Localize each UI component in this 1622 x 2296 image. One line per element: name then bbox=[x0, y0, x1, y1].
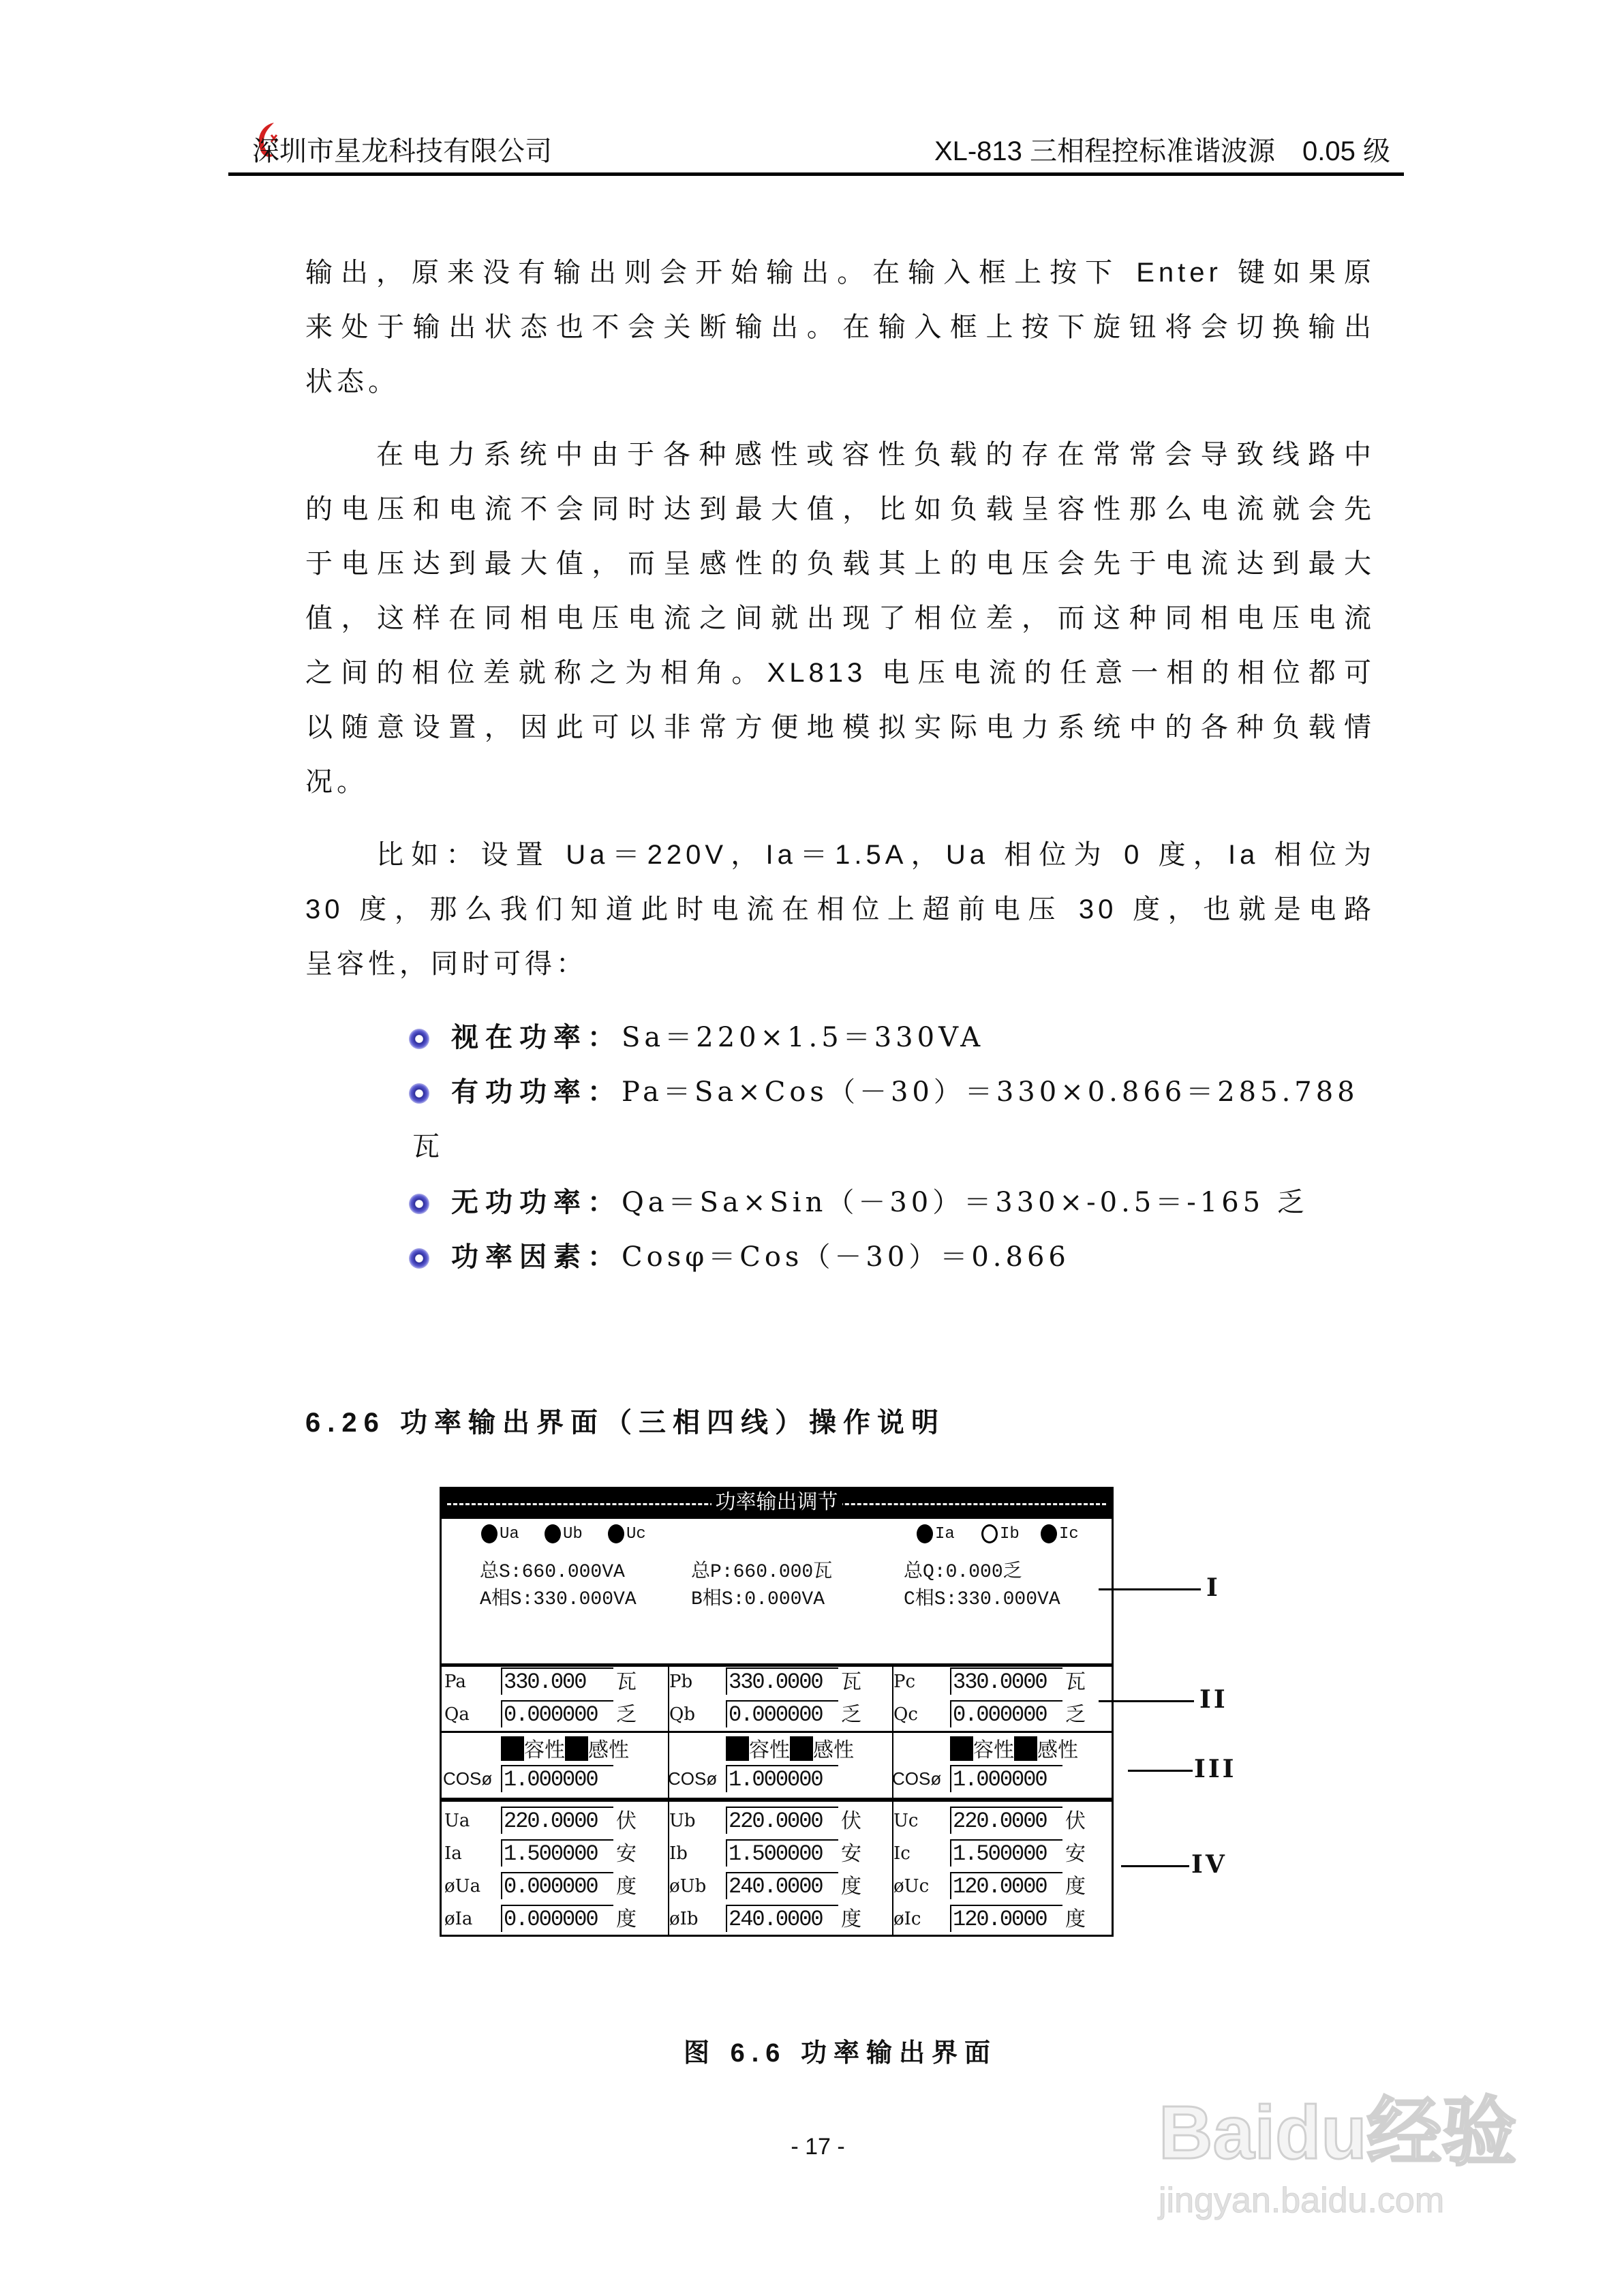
field-label: øIa bbox=[444, 1909, 473, 1929]
cos-label: COSø bbox=[443, 1768, 493, 1789]
text-line: 值，这样在同相电压电流之间就出现了相位差，而这种同相电压电流 bbox=[305, 603, 1375, 633]
cos-label: COSø bbox=[668, 1768, 718, 1789]
indicator-ic bbox=[1041, 1524, 1079, 1543]
value-input-q[interactable]: 0.000000 bbox=[726, 1700, 838, 1727]
checkbox-icon[interactable] bbox=[501, 1736, 524, 1761]
value-input-u[interactable]: 220.0000 bbox=[950, 1807, 1062, 1834]
indicator-label: Ic bbox=[1059, 1524, 1079, 1543]
unit-label: 度 bbox=[1065, 1877, 1086, 1900]
empty-circle-icon bbox=[981, 1524, 998, 1543]
callout-line bbox=[1121, 1865, 1189, 1867]
unit-label: 乏 bbox=[1065, 1705, 1086, 1728]
value-input-phi[interactable]: 240.0000 bbox=[726, 1905, 838, 1932]
lcd-title-bar bbox=[442, 1489, 1112, 1519]
text-line: 于电压达到最大值，而呈感性的负载其上的电压会先于电流达到最大 bbox=[305, 549, 1375, 579]
item-label: 视在功率： bbox=[451, 1023, 622, 1053]
cos-label: COSø bbox=[892, 1768, 942, 1789]
field-label: Ic bbox=[893, 1843, 911, 1864]
text-line: 的电压和电流不会同时达到最大值，比如负载呈容性那么电流就会先 bbox=[305, 494, 1375, 524]
text-line: 以随意设置，因此可以非常方便地模拟实际电力系统中的各种负载情 bbox=[305, 712, 1375, 742]
indicator-label: Ua bbox=[500, 1524, 519, 1543]
field-label: Qb bbox=[669, 1704, 695, 1725]
bullet-icon bbox=[409, 1083, 429, 1104]
callout-line bbox=[1099, 1588, 1201, 1590]
item-formula: Pa＝Sa×Cos（－30）＝330×0.866＝285.788 bbox=[622, 1076, 1359, 1108]
unit-label: 伏 bbox=[616, 1811, 637, 1834]
list-item bbox=[409, 1016, 984, 1055]
callout-line bbox=[1128, 1770, 1193, 1772]
capacitive-label: 容性 bbox=[973, 1740, 1014, 1764]
value-input-p[interactable]: 330.000 bbox=[501, 1667, 613, 1695]
callout-label: II bbox=[1199, 1685, 1228, 1714]
text-line: 30 度，那么我们知道此时电流在相位上超前电压 30 度，也就是电路 bbox=[305, 894, 1375, 924]
value-input-p[interactable]: 330.0000 bbox=[950, 1667, 1062, 1695]
unit-label: 安 bbox=[1065, 1844, 1086, 1867]
figure-caption: 图 6.6 功率输出界面 bbox=[684, 2039, 997, 2068]
field-label: Ua bbox=[444, 1811, 470, 1831]
callout-label: III bbox=[1194, 1755, 1237, 1783]
unit-label: 伏 bbox=[841, 1811, 861, 1834]
filled-circle-icon bbox=[481, 1524, 498, 1543]
text-line: 来处于输出状态也不会关断输出。在输入框上按下旋钮将会切换输出 bbox=[305, 312, 1375, 342]
value-input-i[interactable]: 1.500000 bbox=[950, 1839, 1062, 1867]
unit-label: 瓦 bbox=[616, 1672, 637, 1695]
field-label: øIb bbox=[669, 1909, 699, 1929]
item-formula: Qa＝Sa×Sin（－30）＝330×-0.5＝-165 乏 bbox=[622, 1187, 1309, 1218]
header-company: 深圳市星龙科技有限公司 bbox=[252, 136, 552, 166]
load-type-selector[interactable] bbox=[726, 1733, 854, 1764]
total-q: 总Q:0.000乏 bbox=[904, 1562, 1022, 1583]
field-label: Qc bbox=[893, 1704, 918, 1725]
field-label: Uc bbox=[893, 1811, 919, 1831]
phase-c-s: C相S:330.000VA bbox=[904, 1589, 1060, 1610]
field-label: Pa bbox=[444, 1672, 466, 1692]
capacitive-label: 容性 bbox=[524, 1740, 565, 1764]
text-line: 在电力系统中由于各种感性或容性负载的存在常常会导致线路中 bbox=[376, 440, 1375, 470]
callout-line bbox=[1099, 1700, 1194, 1702]
header-divider bbox=[228, 172, 1404, 176]
value-input-q[interactable]: 0.000000 bbox=[501, 1700, 613, 1727]
value-input-phi[interactable]: 0.000000 bbox=[501, 1905, 613, 1932]
field-label: øUa bbox=[444, 1876, 481, 1897]
total-p: 总P:660.000瓦 bbox=[691, 1562, 833, 1583]
value-input-i[interactable]: 1.500000 bbox=[726, 1839, 838, 1867]
baidu-watermark-logo bbox=[1159, 2072, 1540, 2250]
value-input-phu[interactable]: 120.0000 bbox=[950, 1872, 1062, 1899]
unit-label: 乏 bbox=[841, 1705, 861, 1728]
value-input-u[interactable]: 220.0000 bbox=[501, 1807, 613, 1834]
checkbox-icon[interactable] bbox=[726, 1736, 749, 1761]
text-line: 之间的相位差就称之为相角。XL813 电压电流的任意一相的相位都可 bbox=[305, 658, 1375, 688]
field-label: Pc bbox=[893, 1672, 916, 1692]
field-label: Ia bbox=[444, 1843, 462, 1864]
watermark-brand: Baidu经验 bbox=[1159, 2091, 1517, 2175]
lcd-power-output-screen bbox=[440, 1487, 1114, 1937]
item-label: 有功功率： bbox=[451, 1077, 622, 1107]
checkbox-icon[interactable] bbox=[1014, 1736, 1037, 1761]
unit-label: 安 bbox=[616, 1844, 637, 1867]
checkbox-icon[interactable] bbox=[950, 1736, 973, 1761]
field-label: Ub bbox=[669, 1811, 696, 1831]
item-label: 功率因素： bbox=[451, 1242, 622, 1272]
unit-label: 度 bbox=[616, 1909, 637, 1933]
item-formula: Cosφ＝Cos（－30）＝0.866 bbox=[622, 1241, 1070, 1273]
indicator-label: Uc bbox=[626, 1524, 646, 1543]
field-label: Qa bbox=[444, 1704, 470, 1725]
item-label: 无功功率： bbox=[451, 1188, 622, 1218]
cos-input[interactable]: 1.000000 bbox=[501, 1765, 613, 1792]
indicator-uc bbox=[608, 1524, 646, 1543]
bullet-icon bbox=[409, 1029, 429, 1049]
indicator-ia bbox=[917, 1524, 955, 1543]
phase-a-s: A相S:330.000VA bbox=[480, 1589, 637, 1610]
unit-label: 瓦 bbox=[1065, 1672, 1086, 1695]
filled-circle-icon bbox=[608, 1524, 624, 1543]
unit-label: 安 bbox=[841, 1844, 861, 1867]
total-s: 总S:660.000VA bbox=[480, 1562, 625, 1583]
value-input-phu[interactable]: 0.000000 bbox=[501, 1872, 613, 1899]
field-label: øIc bbox=[893, 1909, 921, 1929]
filled-circle-icon bbox=[545, 1524, 561, 1543]
field-label: øUc bbox=[893, 1876, 930, 1897]
divider bbox=[442, 1798, 1112, 1802]
capacitive-label: 容性 bbox=[749, 1740, 790, 1764]
list-item-wrap: 瓦 bbox=[412, 1132, 440, 1162]
value-input-u[interactable]: 220.0000 bbox=[726, 1807, 838, 1834]
indicator-ua bbox=[481, 1524, 519, 1543]
list-item bbox=[409, 1070, 1359, 1109]
indicator-ub bbox=[545, 1524, 583, 1543]
list-item bbox=[409, 1181, 1309, 1220]
inductive-label: 感性 bbox=[813, 1740, 854, 1764]
filled-circle-icon bbox=[917, 1524, 933, 1543]
load-type-selector[interactable] bbox=[501, 1733, 629, 1764]
text-line: 比如：设置 Ua＝220V，Ia＝1.5A，Ua 相位为 0 度，Ia 相位为 bbox=[376, 840, 1375, 870]
value-input-p[interactable]: 330.0000 bbox=[726, 1667, 838, 1695]
header-product: XL-813 三相程控标准谐波源 0.05 级 bbox=[934, 136, 1390, 166]
value-input-phi[interactable]: 120.0000 bbox=[950, 1905, 1062, 1932]
inductive-label: 感性 bbox=[588, 1740, 629, 1764]
text-line: 呈容性，同时可得： bbox=[305, 949, 587, 979]
list-item bbox=[409, 1235, 1070, 1274]
unit-label: 度 bbox=[841, 1909, 861, 1933]
field-label: Pb bbox=[669, 1672, 693, 1692]
value-input-phu[interactable]: 240.0000 bbox=[726, 1872, 838, 1899]
indicator-label: Ia bbox=[935, 1524, 955, 1543]
field-label: Ib bbox=[669, 1843, 688, 1864]
inductive-label: 感性 bbox=[1037, 1740, 1078, 1764]
section-title: 6.26 功率输出界面（三相四线）操作说明 bbox=[305, 1408, 945, 1438]
checkbox-icon[interactable] bbox=[790, 1736, 813, 1761]
value-input-i[interactable]: 1.500000 bbox=[501, 1839, 613, 1867]
page-number: - 17 - bbox=[791, 2134, 845, 2160]
unit-label: 伏 bbox=[1065, 1811, 1086, 1834]
watermark-url: jingyan.baidu.com bbox=[1159, 2181, 1445, 2220]
text-line: 状态。 bbox=[305, 367, 399, 397]
bullet-icon bbox=[409, 1248, 429, 1269]
value-input-q[interactable]: 0.000000 bbox=[950, 1700, 1062, 1727]
cos-input[interactable]: 1.000000 bbox=[950, 1765, 1062, 1792]
load-type-selector[interactable] bbox=[950, 1733, 1078, 1764]
indicator-label: Ib bbox=[1000, 1524, 1020, 1543]
unit-label: 度 bbox=[616, 1877, 637, 1900]
callout-label: I bbox=[1206, 1573, 1221, 1602]
filled-circle-icon bbox=[1041, 1524, 1057, 1543]
divider bbox=[442, 1663, 1112, 1667]
lcd-title: 功率输出调节 bbox=[711, 1492, 842, 1515]
unit-label: 度 bbox=[841, 1877, 861, 1900]
text-line: 输出，原来没有输出则会开始输出。在输入框上按下 Enter 键如果原 bbox=[305, 258, 1375, 288]
field-label: øUb bbox=[669, 1876, 707, 1897]
indicator-label: Ub bbox=[563, 1524, 583, 1543]
text-line: 况。 bbox=[305, 767, 368, 797]
bullet-icon bbox=[409, 1194, 429, 1214]
indicator-ib bbox=[981, 1524, 1020, 1543]
cos-input[interactable]: 1.000000 bbox=[726, 1765, 838, 1792]
unit-label: 乏 bbox=[616, 1705, 637, 1728]
item-formula: Sa＝220×1.5＝330VA bbox=[622, 1022, 985, 1053]
phase-b-s: B相S:0.000VA bbox=[691, 1589, 825, 1610]
checkbox-icon[interactable] bbox=[565, 1736, 588, 1761]
unit-label: 度 bbox=[1065, 1909, 1086, 1933]
callout-label: IV bbox=[1191, 1850, 1227, 1879]
unit-label: 瓦 bbox=[841, 1672, 861, 1695]
